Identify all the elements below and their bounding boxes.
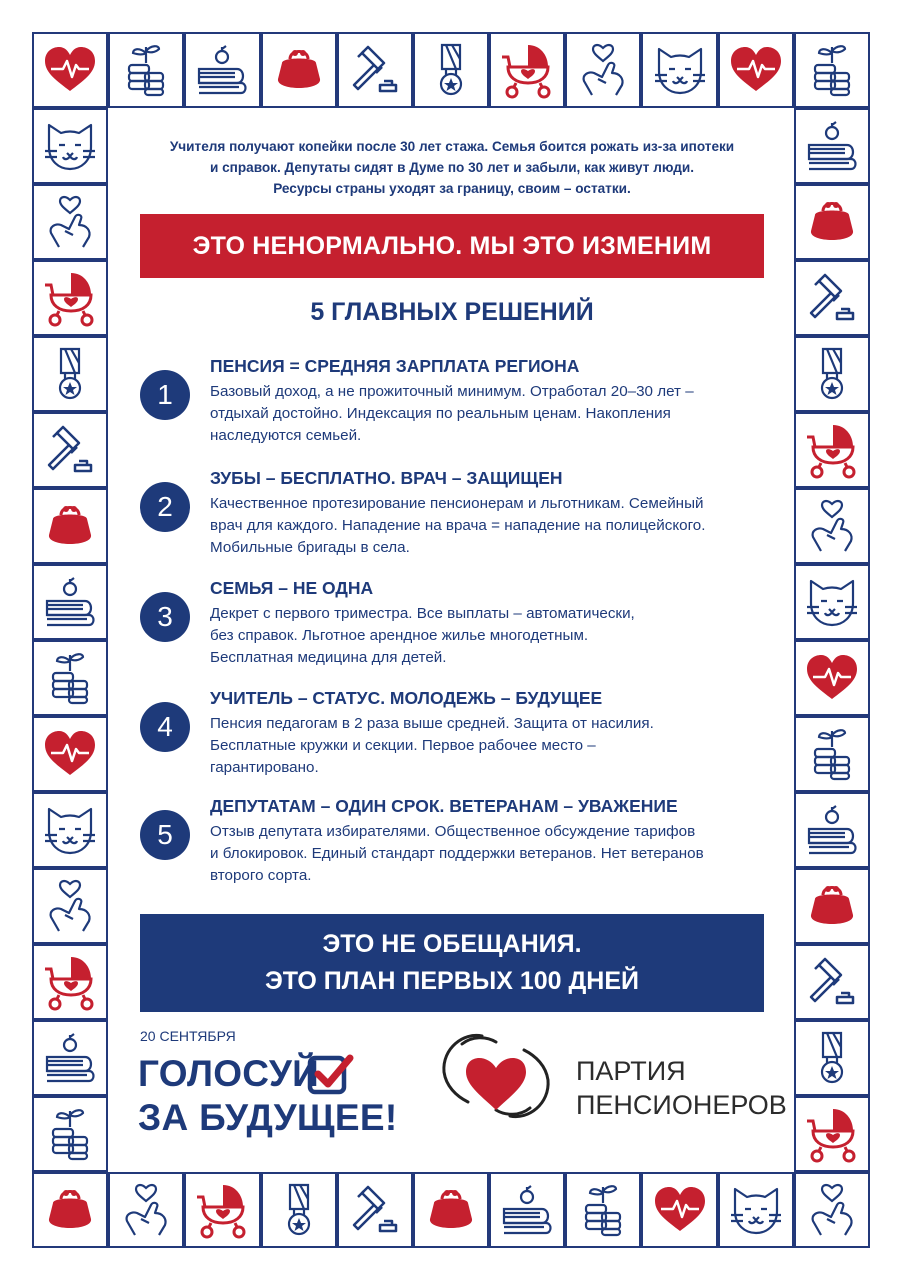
purse-icon [39, 1179, 101, 1241]
vote-line: ГОЛОСУЙ [138, 1053, 320, 1094]
intro-line: Ресурсы страны уходят за границу, своим – остатки. [273, 181, 631, 196]
item-number: 3 [140, 592, 190, 642]
gavel-icon [39, 419, 101, 481]
intro-line: и справок. Депутаты сидят в Думе по 30 лет и забыли, как живут люди. [209, 160, 695, 175]
coins-plant-icon [39, 647, 101, 709]
item-body [210, 603, 770, 669]
item-body [210, 493, 770, 559]
item-line: Пенсия педагогам в 2 раза выше средней. Защита от насилия. [210, 715, 654, 732]
hand-heart-icon [39, 875, 101, 937]
election-date: 20 СЕНТЯБРЯ [140, 1028, 236, 1044]
heart-pulse-icon [649, 1179, 711, 1241]
item-line: второго сорта. [210, 867, 312, 884]
item-line: Отзыв депутата избирателями. Общественное обсуждение тарифов [210, 823, 696, 840]
coins-plant-icon [801, 723, 863, 785]
border-tile [718, 32, 794, 108]
border-tile [794, 108, 870, 184]
blue-banner [140, 914, 764, 1012]
stroller-icon [39, 267, 101, 329]
item-body [210, 713, 770, 779]
item-title: ДЕПУТАТАМ – ОДИН СРОК. ВЕТЕРАНАМ – УВАЖЕНИЕ [210, 796, 678, 816]
border-tile [794, 1020, 870, 1096]
cat-icon [39, 115, 101, 177]
gavel-icon [344, 39, 406, 101]
purse-icon [801, 191, 863, 253]
border-tile [641, 1172, 717, 1248]
item-body [210, 821, 770, 887]
gavel-icon [801, 951, 863, 1013]
content-area [110, 108, 794, 1172]
item-line: гарантировано. [210, 759, 319, 776]
border-tile [32, 412, 108, 488]
border-tile [794, 412, 870, 488]
item-line: и блокировок. Единый стандарт поддержки ветеранов. Нет ветеранов [210, 845, 704, 862]
medal-icon [801, 1027, 863, 1089]
purse-icon [39, 495, 101, 557]
book-apple-icon [191, 39, 253, 101]
cat-icon [39, 799, 101, 861]
gavel-icon [801, 267, 863, 329]
border-tile [489, 1172, 565, 1248]
border-tile [794, 184, 870, 260]
party-line: ПАРТИЯ [576, 1056, 686, 1086]
border-tile [794, 944, 870, 1020]
cat-icon [725, 1179, 787, 1241]
party-line: ПЕНСИОНЕРОВ [576, 1090, 787, 1120]
item-line: без справок. Льготное арендное жилье многодетным. [210, 627, 589, 644]
stroller-icon [801, 1103, 863, 1165]
vote-line: ЗА БУДУЩЕЕ! [138, 1097, 398, 1138]
book-apple-icon [39, 1027, 101, 1089]
item-line: Мобильные бригады в села. [210, 539, 410, 556]
hand-heart-icon [572, 39, 634, 101]
item-title: ПЕНСИЯ = СРЕДНЯЯ ЗАРПЛАТА РЕГИОНА [210, 356, 580, 376]
purse-icon [801, 875, 863, 937]
border-tile [261, 1172, 337, 1248]
item-number: 4 [140, 702, 190, 752]
cat-icon [649, 39, 711, 101]
item-body [210, 381, 770, 447]
coins-plant-icon [115, 39, 177, 101]
gavel-icon [344, 1179, 406, 1241]
medal-icon [801, 343, 863, 405]
border-tile [32, 1020, 108, 1096]
border-tile [32, 640, 108, 716]
border-tile [413, 32, 489, 108]
item-title: ЗУБЫ – БЕСПЛАТНО. ВРАЧ – ЗАЩИЩЕН [210, 468, 563, 488]
heart-pulse-icon [801, 647, 863, 709]
stroller-icon [801, 419, 863, 481]
border-tile [337, 1172, 413, 1248]
intro-text [150, 136, 754, 199]
border-tile [794, 336, 870, 412]
border-tile [718, 1172, 794, 1248]
border-tile [794, 868, 870, 944]
item-title: УЧИТЕЛЬ – СТАТУС. МОЛОДЕЖЬ – БУДУЩЕЕ [210, 688, 603, 708]
item-line: Бесплатные кружки и секции. Первое рабочее место – [210, 737, 596, 754]
stroller-icon [191, 1179, 253, 1241]
coins-plant-icon [572, 1179, 634, 1241]
checkbox-icon [306, 1052, 354, 1100]
border-tile [794, 1096, 870, 1172]
item-number: 2 [140, 482, 190, 532]
border-tile [32, 1172, 108, 1248]
item-line: врач для каждого. Нападение на врача = нападение на полицейского. [210, 517, 706, 534]
border-tile [794, 488, 870, 564]
party-name [576, 1054, 787, 1122]
border-tile [32, 488, 108, 564]
item-number: 5 [140, 810, 190, 860]
border-tile [413, 1172, 489, 1248]
red-banner [140, 214, 764, 278]
coins-plant-icon [39, 1103, 101, 1165]
stroller-icon [39, 951, 101, 1013]
red-banner-text: ЭТО НЕНОРМАЛЬНО. МЫ ЭТО ИЗМЕНИМ [192, 231, 712, 260]
item-line: Качественное протезирование пенсионерам и льготникам. Семейный [210, 495, 704, 512]
border-tile [794, 564, 870, 640]
book-apple-icon [801, 799, 863, 861]
border-tile [794, 792, 870, 868]
blue-banner-line: ЭТО НЕ ОБЕЩАНИЯ. [322, 930, 582, 958]
stroller-icon [496, 39, 558, 101]
book-apple-icon [39, 571, 101, 633]
border-tile [32, 108, 108, 184]
item-title: СЕМЬЯ – НЕ ОДНА [210, 578, 374, 598]
border-tile [32, 32, 108, 108]
border-tile [565, 32, 641, 108]
border-tile [565, 1172, 641, 1248]
hand-heart-icon [39, 191, 101, 253]
border-tile [794, 1172, 870, 1248]
item-line: отдыхай достойно. Индексация по реальным ценам. Накопления [210, 405, 671, 422]
border-tile [108, 32, 184, 108]
border-tile [32, 1096, 108, 1172]
party-logo-icon [434, 1024, 558, 1128]
heart-pulse-icon [39, 39, 101, 101]
border-tile [794, 32, 870, 108]
book-apple-icon [801, 115, 863, 177]
border-tile [489, 32, 565, 108]
hand-heart-icon [801, 1179, 863, 1241]
item-line: Базовый доход, а не прожиточный минимум. Отработал 20–30 лет – [210, 383, 694, 400]
border-tile [32, 868, 108, 944]
medal-icon [420, 39, 482, 101]
border-tile [32, 260, 108, 336]
item-line: Бесплатная медицина для детей. [210, 649, 447, 666]
border-tile [32, 564, 108, 640]
hand-heart-icon [115, 1179, 177, 1241]
purse-icon [268, 39, 330, 101]
border-tile [32, 336, 108, 412]
item-number: 1 [140, 370, 190, 420]
cat-icon [801, 571, 863, 633]
section-title: 5 ГЛАВНЫХ РЕШЕНИЙ [310, 298, 594, 326]
medal-icon [268, 1179, 330, 1241]
border-tile [108, 1172, 184, 1248]
item-line: наследуются семьей. [210, 427, 362, 444]
border-tile [32, 184, 108, 260]
book-apple-icon [496, 1179, 558, 1241]
border-tile [641, 32, 717, 108]
blue-banner-line: ЭТО ПЛАН ПЕРВЫХ 100 ДНЕЙ [264, 967, 640, 995]
item-line: Декрет с первого триместра. Все выплаты – автоматически, [210, 605, 635, 622]
border-tile [184, 1172, 260, 1248]
border-tile [794, 640, 870, 716]
hand-heart-icon [801, 495, 863, 557]
border-tile [261, 32, 337, 108]
border-tile [32, 944, 108, 1020]
heart-pulse-icon [39, 723, 101, 785]
purse-icon [420, 1179, 482, 1241]
border-tile [32, 792, 108, 868]
coins-plant-icon [801, 39, 863, 101]
border-tile [184, 32, 260, 108]
border-tile [794, 716, 870, 792]
vote-slogan [138, 1052, 398, 1140]
medal-icon [39, 343, 101, 405]
border-tile [32, 716, 108, 792]
heart-pulse-icon [725, 39, 787, 101]
border-tile [337, 32, 413, 108]
border-tile [794, 260, 870, 336]
intro-line: Учителя получают копейки после 30 лет стажа. Семья боится рожать из-за ипотеки [169, 139, 735, 154]
